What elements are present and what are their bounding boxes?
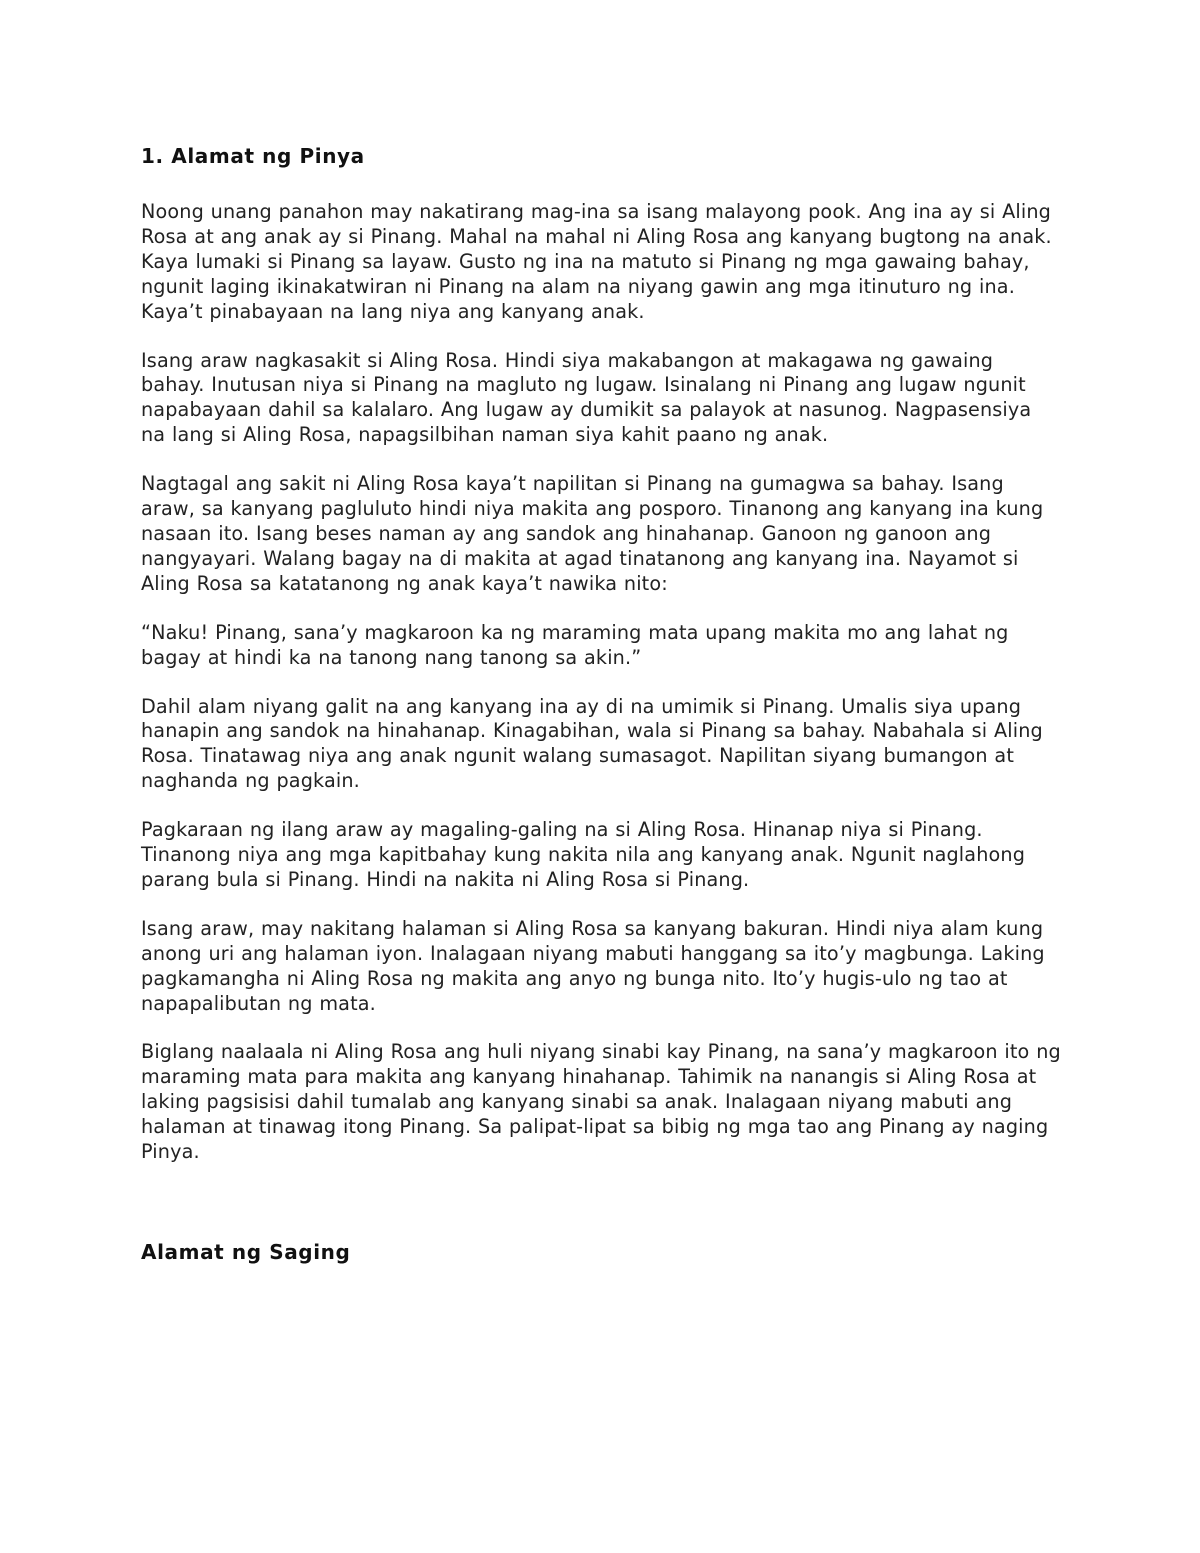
paragraph-8: Biglang naalaala ni Aling Rosa ang huli niyang sinabi kay Pinang, na sana’y magkaroon ito ng maraming mata para makita ang kanyang hinahanap. Tahimik na nanangis si Aling Rosa at laking pagsisisi dahil tumalab ang kanyang sinabi sa anak. Inalagaan niyang mabuti ang halaman at tinawag itong Pinang. Sa palipat-lipat sa bibig ng mga tao ang Pinang ay naging Pinya. [141,1040,1061,1164]
story-title: 1. Alamat ng Pinya [141,144,365,168]
paragraph-1: Noong unang panahon may nakatirang mag-ina sa isang malayong pook. Ang ina ay si Aling Rosa at ang anak ay si Pinang. Mahal na mahal ni Aling Rosa ang kanyang bugtong na anak. Kaya lumaki si Pinang sa layaw. Gusto ng ina na matuto si Pinang ng mga gawaing bahay, ngunit laging ikinakatwiran ni Pinang na alam na niyang gawin ang mga itinuturo ng ina. Kaya’t pinabayaan na lang niya ang kanyang anak. [141,200,1052,323]
paragraph-2: Isang araw nagkasakit si Aling Rosa. Hindi siya makabangon at makagawa ng gawaing bahay. Inutusan niya si Pinang na magluto ng lugaw. Isinalang ni Pinang ang lugaw ngunit napabayaan dahil sa kalalaro. Ang lugaw ay dumikit sa palayok at nasunog. Nagpasensiya na lang si Aling Rosa, napagsilbihan naman siya kahit paano ng anak. [141,348,1032,447]
paragraph-7: Isang araw, may nakitang halaman si Aling Rosa sa kanyang bakuran. Hindi niya alam kung anong uri ang halaman iyon. Inalagaan niyang mabuti hanggang sa ito’y magbunga. Laking pagkamangha ni Aling Rosa ng makita ang anyo ng bunga nito. Ito’y hugis-ulo ng tao at napapalibutan ng mata. [141,916,1045,1015]
paragraph-6: Pagkaraan ng ilang araw ay magaling-galing na si Aling Rosa. Hinanap niya si Pinang. Tinanong niya ang mga kapitbahay kung nakita nila ang kanyang anak. Ngunit naglahong parang bula si Pinang. Hindi na nakita ni Aling Rosa si Pinang. [141,818,1026,891]
paragraph-3: Nagtagal ang sakit ni Aling Rosa kaya’t napilitan si Pinang na gumagwa sa bahay. Isang araw, sa kanyang pagluluto hindi niya makita ang posporo. Tinanong ang kanyang ina kung nasaan ito. Isang beses naman ay ang sandok ang hinahanap. Ganoon ng ganoon ang nangyayari. Walang bagay na di makita at agad tinatanong ang kanyang ina. Nayamot si Aling Rosa sa katatanong ng anak kaya’t nawika nito: [141,472,1044,595]
document-body [141,143,1061,1296]
second-story-title: Alamat ng Saging [141,1240,351,1264]
paragraph-5: Dahil alam niyang galit na ang kanyang ina ay di na umimik si Pinang. Umalis siya upang hanapin ang sandok na hinahanap. Kinagabihan, wala si Pinang sa bahay. Nabahala si Aling Rosa. Tinatawag niya ang anak ngunit walang sumasagot. Napilitan siyang bumangon at naghanda ng pagkain. [141,694,1043,793]
paragraph-4-quote: “Naku! Pinang, sana’y magkaroon ka ng maraming mata upang makita mo ang lahat ng bagay at hindi ka na tanong nang tanong sa akin.” [141,620,1009,669]
